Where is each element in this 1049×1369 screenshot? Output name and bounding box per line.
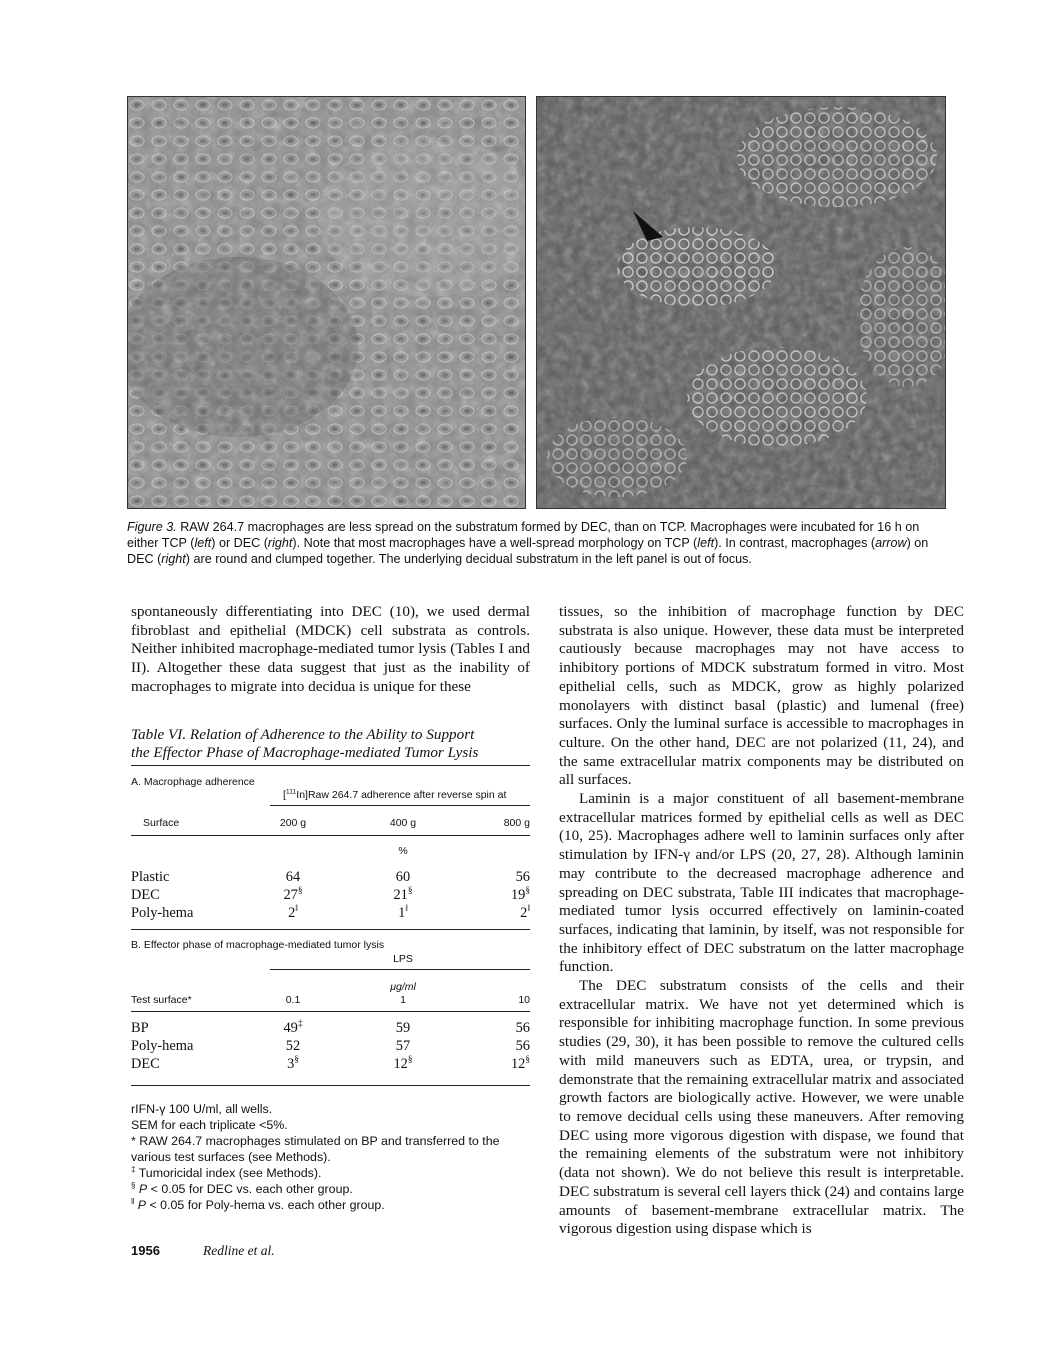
table-a-row-label: Plastic: [131, 869, 170, 885]
table-title: Table VI. Relation of Adherence to the Ability to Support the Effector Phase of Macrophage-mediated Tumor Lysis: [131, 726, 479, 761]
table-b-col-10: 10: [518, 994, 530, 1006]
table-footnote-5: § P < 0.05 for DEC vs. each other group.: [131, 1180, 353, 1196]
table-a-cell: 2‖: [288, 904, 298, 921]
table-bottom-rule: [131, 1085, 530, 1086]
table-footnote-3: * RAW 264.7 macrophages stimulated on BP and transferred to the various test surfaces (see Methods).: [131, 1134, 500, 1165]
table-a-row-label: Poly-hema: [131, 905, 194, 921]
table-b-cell: 56: [515, 1038, 530, 1054]
table-footnote-2: SEM for each triplicate <5%.: [131, 1118, 288, 1132]
table-b-col-surface: Test surface*: [131, 994, 192, 1006]
table-a-cell: 56: [515, 869, 530, 885]
table-b-spanner: LPS: [393, 953, 413, 965]
table-a-cell: 21§: [393, 886, 413, 903]
table-b-col-1: 1: [400, 994, 406, 1006]
table-a-spanner-rule: [270, 805, 530, 806]
page-number: 1956: [131, 1243, 160, 1258]
table-a-cell: 2‖: [520, 904, 530, 921]
table-b-cell: 12§: [510, 1055, 530, 1072]
right-column-text: [559, 603, 964, 1239]
table-top-rule: [131, 765, 530, 766]
table-b-row-label: BP: [131, 1020, 149, 1036]
table-b-row-label: Poly-hema: [131, 1038, 194, 1054]
table-b-row-label: DEC: [131, 1056, 160, 1072]
paragraph: tissues, so the inhibition of macrophage function by DEC substrata is also unique. However, these data must be interpreted cautiously because macrophages may not have access to inhibitory portions of MDCK substratum formed in vitro. Most epithelial cells, such as MDCK, grow as highly polarized monolayers with distinct basal (plastic) and lumenal (free) surfaces. Only the luminal surface is accessible to macrophages in culture. On the other hand, DEC are not polarized (11, 24), and the same extracellular matrix components may be distributed on all surfaces.: [559, 603, 964, 789]
table-b-cell: 57: [395, 1038, 411, 1054]
figure-photo-right: [536, 96, 946, 509]
table-footnote-6: ‖ P < 0.05 for Poly-hema vs. each other group.: [131, 1196, 385, 1212]
table-b-cell: 59: [395, 1020, 411, 1036]
paragraph: The DEC substratum consists of the cells and their extracellular matrix. We have not yet determined which is responsible for inhibiting macrophage function. In some previous studies (29, 30), it has been possible to remove the cultured cells with mild maneuvers such as EDTA, urea, or trypsin, and demonstrate that the remaining extracellular matrix and associated growth factors are biologically active. However, we were unable to remove decidual cells using these maneuvers. After removing DEC using more vigorous digestion with dispase, we found that the remaining elements of the substratum were not inhibitory (data not shown). We do not believe this result is interpretable. DEC substratum is several cell layers thick (24) and contains large amounts of basement-membrane extracellular matrix. The vigorous digestion using dispase which is: [559, 977, 964, 1238]
table-a-bottom-rule: [131, 929, 530, 930]
table-a-col-200: 200 g: [279, 817, 307, 829]
table-a-col-surface: Surface: [143, 817, 180, 829]
table-b-unit: μg/ml: [390, 981, 416, 993]
figure-caption: Figure 3. RAW 264.7 macrophages are less spread on the substratum formed by DEC, than on TCP. Macrophages were incubated for 16 h on either TCP (left) or DEC (right). Note that most macrophages have a well-spread morphology on TCP (left). In contrast, macrophages (arrow) on DEC (right) are round and clumped together. The underlying decidual substratum in the left panel is out of focus.: [127, 520, 929, 567]
table-b-cell: 52: [285, 1038, 301, 1054]
table-b-spanner-rule: [270, 969, 530, 970]
table-b-cell: 49‡: [283, 1019, 303, 1036]
table-section-b: B. Effector phase of macrophage-mediated tumor lysis: [131, 939, 385, 951]
table-b-cell: 3§: [287, 1055, 299, 1072]
table-a-col-800: 800 g: [503, 817, 530, 829]
table-a-cell: 1‖: [398, 904, 408, 921]
left-column-text: spontaneously differentiating into DEC (10), we used dermal fibroblast and epithelial (MDCK) cell substrata as controls. Neither inhibited macrophage-mediated tumor lysis (Tables I and II). Altogether these data suggest that just as the inability of macrophages to migrate into decidua is unique for these: [131, 603, 530, 695]
table-b-cell: 12§: [393, 1055, 413, 1072]
table-a-col-400: 400 g: [389, 817, 417, 829]
figure-photo-left: [127, 96, 526, 509]
table-a-cell: 27§: [283, 886, 303, 903]
table-b-header-rule: [131, 1011, 530, 1012]
table-section-a: A. Macrophage adherence: [131, 776, 255, 788]
table-b-col-0-1: 0.1: [285, 994, 301, 1006]
table-a-header-rule: [131, 835, 530, 836]
paragraph: Laminin is a major constituent of all basement-membrane extracellular matrices formed by epithelial cells as well as DEC (10, 25). Macrophages adhere well to laminin surfaces only after stimulation by IFN-γ and/or LPS (20, 27, 28). Although laminin may contribute to the decreased macrophage adherence and spreading on DEC substrata, Table III indicates that macrophage-mediated tumor lysis occurred effectively on laminin-coated surfaces, indicating that laminin, by itself, was not responsible for the inhibitory effect of DEC substratum on the latter macrophage function.: [559, 790, 964, 976]
table-b-cell: 56: [515, 1020, 530, 1036]
table-a-row-label: DEC: [131, 887, 160, 903]
running-footer-authors: Redline et al.: [203, 1243, 275, 1258]
table-a-spanner: [$^{111}$In]Raw 264.7 adherence after reverse spin at: [283, 788, 507, 801]
table-footnote-4: ‡ Tumoricidal index (see Methods).: [131, 1164, 322, 1180]
table-a-cell: 19§: [510, 886, 530, 903]
table-a-cell: 60: [395, 869, 411, 885]
table-a-cell: 64: [285, 869, 301, 885]
table-a-unit: %: [398, 845, 408, 857]
table-footnote-1: rIFN-γ 100 U/ml, all wells.: [131, 1102, 273, 1116]
